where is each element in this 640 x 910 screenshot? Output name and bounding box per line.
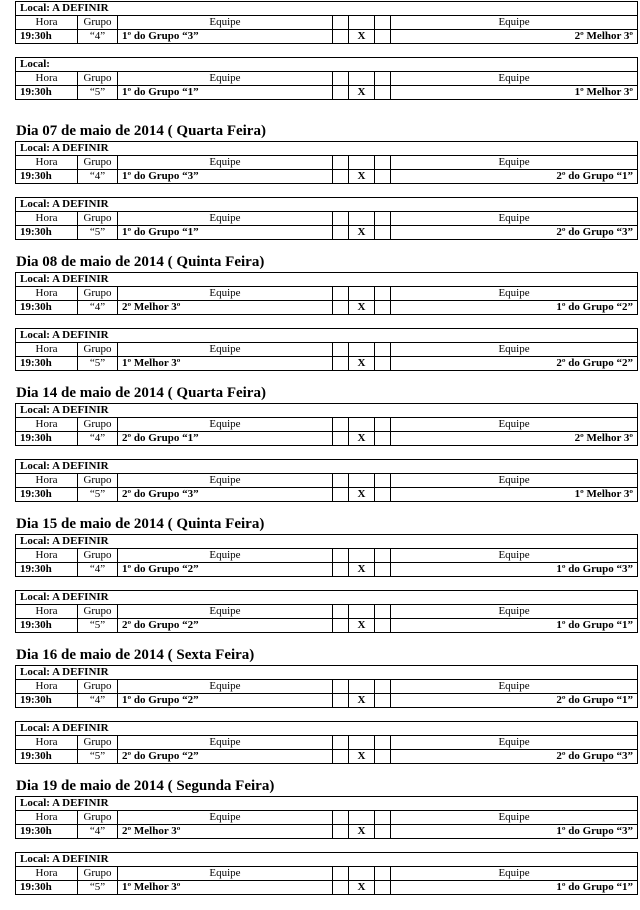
match-local: Local: A DEFINIR xyxy=(16,198,638,212)
score-cell-home xyxy=(333,212,349,226)
header-equipe-away: Equipe xyxy=(391,287,638,301)
match-home-team: 2º Melhor 3º xyxy=(118,825,333,839)
away-score xyxy=(375,619,391,633)
header-grupo: Grupo xyxy=(78,72,118,86)
header-equipe-away: Equipe xyxy=(391,16,638,30)
header-equipe-away: Equipe xyxy=(391,343,638,357)
versus-cell-empty xyxy=(349,212,375,226)
versus-cell-empty xyxy=(349,156,375,170)
match-grupo: “5” xyxy=(78,226,118,240)
versus-cell-empty xyxy=(349,474,375,488)
match-local: Local: A DEFINIR xyxy=(16,535,638,549)
header-grupo: Grupo xyxy=(78,418,118,432)
header-equipe-away: Equipe xyxy=(391,811,638,825)
score-cell-home xyxy=(333,549,349,563)
score-cell-away xyxy=(375,549,391,563)
header-equipe-home: Equipe xyxy=(118,212,333,226)
score-cell-home xyxy=(333,72,349,86)
score-cell-home xyxy=(333,287,349,301)
away-score xyxy=(375,432,391,446)
match-local: Local: xyxy=(16,58,638,72)
match-table xyxy=(15,459,638,502)
score-cell-home xyxy=(333,680,349,694)
header-hora: Hora xyxy=(16,287,78,301)
versus-mark: X xyxy=(349,357,375,371)
header-equipe-home: Equipe xyxy=(118,156,333,170)
score-cell-home xyxy=(333,736,349,750)
match-local: Local: A DEFINIR xyxy=(16,722,638,736)
header-grupo: Grupo xyxy=(78,549,118,563)
versus-mark: X xyxy=(349,563,375,577)
header-grupo: Grupo xyxy=(78,736,118,750)
header-hora: Hora xyxy=(16,736,78,750)
header-grupo: Grupo xyxy=(78,867,118,881)
match-home-team: 2º do Grupo “2” xyxy=(118,619,333,633)
match-hora: 19:30h xyxy=(16,488,78,502)
header-equipe-home: Equipe xyxy=(118,474,333,488)
match-home-team: 1º do Grupo “2” xyxy=(118,694,333,708)
match-home-team: 2º do Grupo “3” xyxy=(118,488,333,502)
match-hora: 19:30h xyxy=(16,170,78,184)
match-hora: 19:30h xyxy=(16,86,78,100)
match-hora: 19:30h xyxy=(16,563,78,577)
versus-mark: X xyxy=(349,86,375,100)
match-home-team: 1º do Grupo “3” xyxy=(118,30,333,44)
match-away-team: 1º do Grupo “3” xyxy=(391,563,638,577)
header-equipe-home: Equipe xyxy=(118,72,333,86)
match-local: Local: A DEFINIR xyxy=(16,666,638,680)
versus-cell-empty xyxy=(349,343,375,357)
versus-cell-empty xyxy=(349,680,375,694)
away-score xyxy=(375,86,391,100)
header-equipe-away: Equipe xyxy=(391,212,638,226)
home-score xyxy=(333,619,349,633)
match-away-team: 2º do Grupo “1” xyxy=(391,170,638,184)
header-grupo: Grupo xyxy=(78,811,118,825)
match-table xyxy=(15,590,638,633)
score-cell-away xyxy=(375,287,391,301)
versus-mark: X xyxy=(349,488,375,502)
header-hora: Hora xyxy=(16,680,78,694)
score-cell-home xyxy=(333,811,349,825)
match-local: Local: A DEFINIR xyxy=(16,2,638,16)
home-score xyxy=(333,301,349,315)
day-heading: Dia 15 de maio de 2014 ( Quinta Feira) xyxy=(16,516,265,532)
match-hora: 19:30h xyxy=(16,694,78,708)
score-cell-home xyxy=(333,343,349,357)
header-hora: Hora xyxy=(16,549,78,563)
match-away-team: 2º do Grupo “3” xyxy=(391,226,638,240)
header-hora: Hora xyxy=(16,811,78,825)
match-table xyxy=(15,796,638,839)
header-equipe-home: Equipe xyxy=(118,287,333,301)
home-score xyxy=(333,881,349,895)
score-cell-away xyxy=(375,736,391,750)
versus-mark: X xyxy=(349,432,375,446)
match-away-team: 2º Melhor 3º xyxy=(391,432,638,446)
header-grupo: Grupo xyxy=(78,605,118,619)
match-grupo: “5” xyxy=(78,488,118,502)
header-hora: Hora xyxy=(16,16,78,30)
away-score xyxy=(375,488,391,502)
score-cell-away xyxy=(375,811,391,825)
header-equipe-away: Equipe xyxy=(391,474,638,488)
home-score xyxy=(333,563,349,577)
away-score xyxy=(375,694,391,708)
away-score xyxy=(375,357,391,371)
match-away-team: 1º Melhor 3º xyxy=(391,86,638,100)
away-score xyxy=(375,30,391,44)
away-score xyxy=(375,226,391,240)
match-grupo: “4” xyxy=(78,301,118,315)
match-table xyxy=(15,272,638,315)
header-equipe-home: Equipe xyxy=(118,343,333,357)
match-local: Local: A DEFINIR xyxy=(16,329,638,343)
versus-cell-empty xyxy=(349,418,375,432)
match-hora: 19:30h xyxy=(16,357,78,371)
header-grupo: Grupo xyxy=(78,212,118,226)
match-table xyxy=(15,141,638,184)
header-equipe-away: Equipe xyxy=(391,549,638,563)
versus-mark: X xyxy=(349,694,375,708)
match-grupo: “5” xyxy=(78,357,118,371)
home-score xyxy=(333,488,349,502)
match-away-team: 2º Melhor 3º xyxy=(391,30,638,44)
home-score xyxy=(333,694,349,708)
score-cell-home xyxy=(333,605,349,619)
score-cell-home xyxy=(333,156,349,170)
home-score xyxy=(333,825,349,839)
home-score xyxy=(333,357,349,371)
header-grupo: Grupo xyxy=(78,680,118,694)
match-grupo: “4” xyxy=(78,563,118,577)
header-grupo: Grupo xyxy=(78,474,118,488)
versus-cell-empty xyxy=(349,605,375,619)
match-table xyxy=(15,1,638,44)
versus-mark: X xyxy=(349,170,375,184)
match-grupo: “5” xyxy=(78,86,118,100)
header-equipe-away: Equipe xyxy=(391,156,638,170)
away-score xyxy=(375,563,391,577)
day-heading: Dia 14 de maio de 2014 ( Quarta Feira) xyxy=(16,385,266,401)
match-home-team: 1º do Grupo “1” xyxy=(118,226,333,240)
score-cell-away xyxy=(375,212,391,226)
match-hora: 19:30h xyxy=(16,432,78,446)
match-grupo: “4” xyxy=(78,30,118,44)
score-cell-away xyxy=(375,474,391,488)
header-grupo: Grupo xyxy=(78,343,118,357)
score-cell-away xyxy=(375,418,391,432)
match-local: Local: A DEFINIR xyxy=(16,273,638,287)
day-heading: Dia 16 de maio de 2014 ( Sexta Feira) xyxy=(16,647,255,663)
home-score xyxy=(333,30,349,44)
match-local: Local: A DEFINIR xyxy=(16,404,638,418)
versus-cell-empty xyxy=(349,72,375,86)
header-equipe-home: Equipe xyxy=(118,867,333,881)
score-cell-home xyxy=(333,418,349,432)
versus-cell-empty xyxy=(349,287,375,301)
header-equipe-away: Equipe xyxy=(391,867,638,881)
score-cell-away xyxy=(375,72,391,86)
header-equipe-home: Equipe xyxy=(118,549,333,563)
header-equipe-home: Equipe xyxy=(118,680,333,694)
match-away-team: 1º Melhor 3º xyxy=(391,488,638,502)
match-hora: 19:30h xyxy=(16,226,78,240)
home-score xyxy=(333,432,349,446)
day-heading: Dia 19 de maio de 2014 ( Segunda Feira) xyxy=(16,778,275,794)
header-equipe-away: Equipe xyxy=(391,418,638,432)
header-equipe-away: Equipe xyxy=(391,680,638,694)
header-equipe-home: Equipe xyxy=(118,418,333,432)
away-score xyxy=(375,301,391,315)
versus-mark: X xyxy=(349,301,375,315)
away-score xyxy=(375,170,391,184)
score-cell-away xyxy=(375,156,391,170)
header-equipe-away: Equipe xyxy=(391,605,638,619)
match-grupo: “4” xyxy=(78,825,118,839)
match-away-team: 2º do Grupo “1” xyxy=(391,694,638,708)
away-score xyxy=(375,825,391,839)
home-score xyxy=(333,226,349,240)
match-hora: 19:30h xyxy=(16,881,78,895)
header-equipe-away: Equipe xyxy=(391,72,638,86)
score-cell-away xyxy=(375,867,391,881)
match-local: Local: A DEFINIR xyxy=(16,797,638,811)
match-grupo: “4” xyxy=(78,432,118,446)
header-equipe-home: Equipe xyxy=(118,16,333,30)
match-table xyxy=(15,721,638,764)
match-table xyxy=(15,534,638,577)
header-hora: Hora xyxy=(16,867,78,881)
match-home-team: 1º do Grupo “1” xyxy=(118,86,333,100)
header-hora: Hora xyxy=(16,72,78,86)
header-equipe-home: Equipe xyxy=(118,605,333,619)
score-cell-away xyxy=(375,343,391,357)
versus-mark: X xyxy=(349,881,375,895)
match-table xyxy=(15,328,638,371)
versus-mark: X xyxy=(349,226,375,240)
versus-cell-empty xyxy=(349,16,375,30)
match-home-team: 2º Melhor 3º xyxy=(118,301,333,315)
match-grupo: “4” xyxy=(78,694,118,708)
away-score xyxy=(375,881,391,895)
header-hora: Hora xyxy=(16,343,78,357)
match-table xyxy=(15,57,638,100)
match-grupo: “5” xyxy=(78,881,118,895)
home-score xyxy=(333,750,349,764)
header-grupo: Grupo xyxy=(78,16,118,30)
match-grupo: “4” xyxy=(78,170,118,184)
match-away-team: 1º do Grupo “1” xyxy=(391,619,638,633)
match-local: Local: A DEFINIR xyxy=(16,591,638,605)
match-table xyxy=(15,403,638,446)
day-heading: Dia 08 de maio de 2014 ( Quinta Feira) xyxy=(16,254,265,270)
versus-mark: X xyxy=(349,825,375,839)
versus-mark: X xyxy=(349,619,375,633)
header-hora: Hora xyxy=(16,418,78,432)
match-hora: 19:30h xyxy=(16,619,78,633)
match-away-team: 2º do Grupo “2” xyxy=(391,357,638,371)
match-away-team: 1º do Grupo “1” xyxy=(391,881,638,895)
away-score xyxy=(375,750,391,764)
score-cell-home xyxy=(333,474,349,488)
match-home-team: 2º do Grupo “1” xyxy=(118,432,333,446)
match-local: Local: A DEFINIR xyxy=(16,142,638,156)
match-local: Local: A DEFINIR xyxy=(16,853,638,867)
match-grupo: “5” xyxy=(78,619,118,633)
match-away-team: 2º do Grupo “3” xyxy=(391,750,638,764)
header-equipe-home: Equipe xyxy=(118,736,333,750)
match-table xyxy=(15,852,638,895)
score-cell-home xyxy=(333,16,349,30)
match-home-team: 1º do Grupo “2” xyxy=(118,563,333,577)
match-hora: 19:30h xyxy=(16,825,78,839)
header-hora: Hora xyxy=(16,474,78,488)
match-local: Local: A DEFINIR xyxy=(16,460,638,474)
versus-cell-empty xyxy=(349,549,375,563)
header-hora: Hora xyxy=(16,605,78,619)
versus-mark: X xyxy=(349,30,375,44)
versus-cell-empty xyxy=(349,811,375,825)
match-away-team: 1º do Grupo “3” xyxy=(391,825,638,839)
home-score xyxy=(333,86,349,100)
match-hora: 19:30h xyxy=(16,301,78,315)
header-hora: Hora xyxy=(16,212,78,226)
score-cell-home xyxy=(333,867,349,881)
match-table xyxy=(15,197,638,240)
score-cell-away xyxy=(375,605,391,619)
versus-cell-empty xyxy=(349,867,375,881)
match-hora: 19:30h xyxy=(16,750,78,764)
match-hora: 19:30h xyxy=(16,30,78,44)
match-home-team: 1º do Grupo “3” xyxy=(118,170,333,184)
match-away-team: 1º do Grupo “2” xyxy=(391,301,638,315)
header-hora: Hora xyxy=(16,156,78,170)
match-home-team: 1º Melhor 3º xyxy=(118,357,333,371)
day-heading: Dia 07 de maio de 2014 ( Quarta Feira) xyxy=(16,123,266,139)
header-grupo: Grupo xyxy=(78,287,118,301)
versus-cell-empty xyxy=(349,736,375,750)
match-home-team: 1º Melhor 3º xyxy=(118,881,333,895)
home-score xyxy=(333,170,349,184)
header-equipe-away: Equipe xyxy=(391,736,638,750)
match-grupo: “5” xyxy=(78,750,118,764)
versus-mark: X xyxy=(349,750,375,764)
match-home-team: 2º do Grupo “2” xyxy=(118,750,333,764)
score-cell-away xyxy=(375,16,391,30)
match-table xyxy=(15,665,638,708)
score-cell-away xyxy=(375,680,391,694)
header-equipe-home: Equipe xyxy=(118,811,333,825)
header-grupo: Grupo xyxy=(78,156,118,170)
